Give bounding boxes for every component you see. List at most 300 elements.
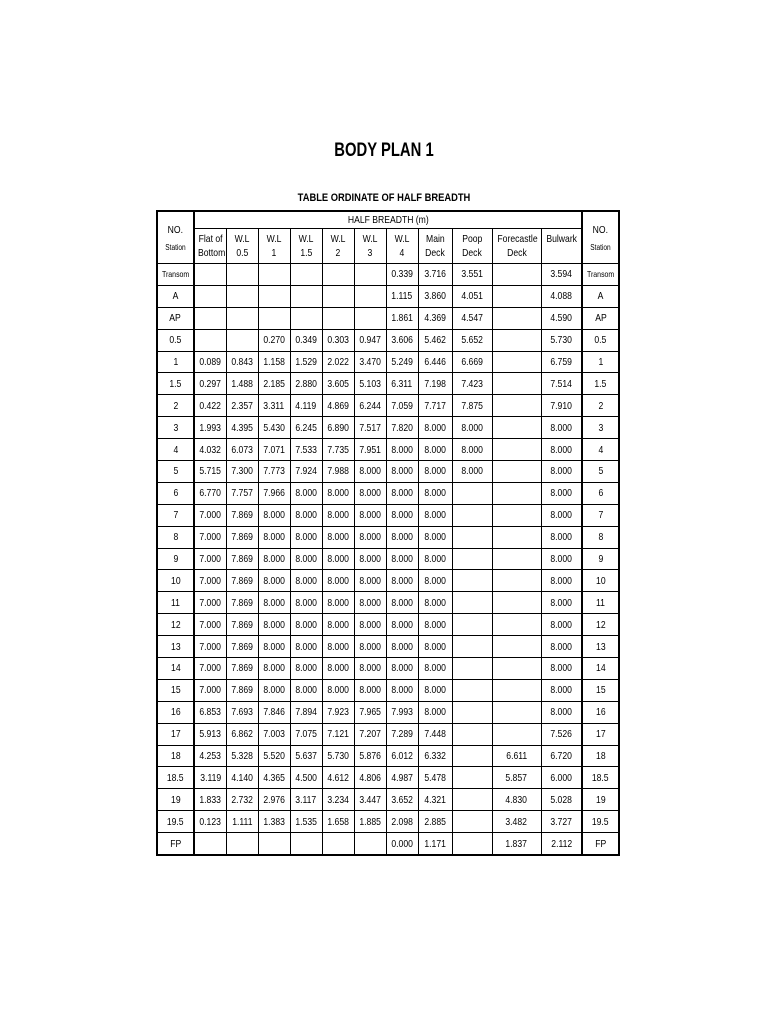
value-cell: 5.715 <box>194 461 226 483</box>
value-cell: 8.000 <box>418 658 452 680</box>
value-cell: 4.321 <box>418 789 452 811</box>
value-cell <box>492 461 541 483</box>
value-cell: 8.000 <box>258 679 290 701</box>
value-cell: 8.000 <box>290 548 322 570</box>
value-cell: 6.311 <box>386 373 418 395</box>
value-cell <box>226 833 258 855</box>
value-cell: 2.885 <box>418 811 452 833</box>
value-cell: 8.000 <box>541 461 582 483</box>
value-cell: 6.853 <box>194 701 226 723</box>
value-cell: 2.185 <box>258 373 290 395</box>
value-cell: 8.000 <box>290 526 322 548</box>
table-row <box>157 592 619 614</box>
value-cell <box>492 658 541 680</box>
value-cell: 7.869 <box>226 658 258 680</box>
station-cell: 1.5 <box>157 373 194 395</box>
table-row <box>157 658 619 680</box>
station-cell: 1.5 <box>582 373 619 395</box>
value-cell: 6.862 <box>226 723 258 745</box>
value-cell <box>492 395 541 417</box>
value-cell <box>194 307 226 329</box>
station-cell: 17 <box>582 723 619 745</box>
station-cell: 16 <box>582 701 619 723</box>
value-cell: 7.000 <box>194 636 226 658</box>
value-cell: 8.000 <box>322 592 354 614</box>
station-cell: 2 <box>157 395 194 417</box>
value-cell: 8.000 <box>541 592 582 614</box>
value-cell: 0.089 <box>194 351 226 373</box>
value-cell: 8.000 <box>418 482 452 504</box>
value-cell <box>492 373 541 395</box>
value-cell <box>290 285 322 307</box>
value-cell <box>452 504 492 526</box>
table-row <box>157 789 619 811</box>
value-cell: 8.000 <box>541 548 582 570</box>
value-cell: 7.869 <box>226 504 258 526</box>
value-cell: 7.121 <box>322 723 354 745</box>
value-cell: 7.198 <box>418 373 452 395</box>
station-cell: AP <box>582 307 619 329</box>
value-cell <box>322 307 354 329</box>
value-cell <box>492 504 541 526</box>
column-header: Flat of Bottom <box>194 229 226 264</box>
value-cell: 0.349 <box>290 329 322 351</box>
value-cell <box>492 351 541 373</box>
value-cell: 8.000 <box>322 679 354 701</box>
value-cell: 1.529 <box>290 351 322 373</box>
table-row <box>157 373 619 395</box>
value-cell: 8.000 <box>354 614 386 636</box>
value-cell: 8.000 <box>386 658 418 680</box>
station-cell: 14 <box>157 658 194 680</box>
station-cell: Transom <box>157 264 194 286</box>
value-cell: 3.470 <box>354 351 386 373</box>
value-cell: 7.869 <box>226 548 258 570</box>
value-cell: 8.000 <box>541 526 582 548</box>
station-cell: 18 <box>157 745 194 767</box>
value-cell: 8.000 <box>322 504 354 526</box>
value-cell: 4.869 <box>322 395 354 417</box>
table-row <box>157 395 619 417</box>
value-cell: 5.637 <box>290 745 322 767</box>
value-cell: 1.115 <box>386 285 418 307</box>
value-cell: 4.253 <box>194 745 226 767</box>
value-cell: 2.880 <box>290 373 322 395</box>
station-cell: 16 <box>157 701 194 723</box>
value-cell <box>452 789 492 811</box>
station-cell: 18 <box>582 745 619 767</box>
value-cell: 8.000 <box>386 482 418 504</box>
value-cell: 8.000 <box>418 504 452 526</box>
value-cell: 3.716 <box>418 264 452 286</box>
value-cell: 8.000 <box>290 658 322 680</box>
value-cell: 6.669 <box>452 351 492 373</box>
value-cell: 8.000 <box>322 658 354 680</box>
station-cell: 5 <box>582 461 619 483</box>
value-cell <box>492 679 541 701</box>
value-cell: 3.594 <box>541 264 582 286</box>
value-cell <box>492 570 541 592</box>
value-cell: 6.000 <box>541 767 582 789</box>
value-cell: 5.857 <box>492 767 541 789</box>
value-cell: 8.000 <box>386 439 418 461</box>
value-cell: 6.446 <box>418 351 452 373</box>
value-cell: 3.482 <box>492 811 541 833</box>
value-cell: 7.869 <box>226 679 258 701</box>
value-cell: 7.000 <box>194 614 226 636</box>
table-row <box>157 548 619 570</box>
value-cell: 7.846 <box>258 701 290 723</box>
value-cell: 1.833 <box>194 789 226 811</box>
value-cell: 7.000 <box>194 570 226 592</box>
value-cell: 5.652 <box>452 329 492 351</box>
value-cell: 3.727 <box>541 811 582 833</box>
value-cell: 6.245 <box>290 417 322 439</box>
value-cell: 3.652 <box>386 789 418 811</box>
value-cell: 2.022 <box>322 351 354 373</box>
value-cell: 4.590 <box>541 307 582 329</box>
value-cell: 4.806 <box>354 767 386 789</box>
value-cell <box>492 285 541 307</box>
value-cell: 8.000 <box>541 482 582 504</box>
value-cell: 7.000 <box>194 679 226 701</box>
value-cell: 5.730 <box>322 745 354 767</box>
value-cell: 7.924 <box>290 461 322 483</box>
table-row <box>157 723 619 745</box>
value-cell <box>452 811 492 833</box>
value-cell: 4.032 <box>194 439 226 461</box>
value-cell: 6.759 <box>541 351 582 373</box>
value-cell: 1.885 <box>354 811 386 833</box>
value-cell: 7.965 <box>354 701 386 723</box>
value-cell: 8.000 <box>541 679 582 701</box>
value-cell: 7.000 <box>194 592 226 614</box>
value-cell: 8.000 <box>354 504 386 526</box>
station-cell: 15 <box>157 679 194 701</box>
value-cell: 3.860 <box>418 285 452 307</box>
table-row <box>157 504 619 526</box>
value-cell: 5.028 <box>541 789 582 811</box>
value-cell <box>492 526 541 548</box>
value-cell: 8.000 <box>258 548 290 570</box>
table-row <box>157 526 619 548</box>
value-cell <box>452 723 492 745</box>
value-cell: 7.875 <box>452 395 492 417</box>
table-row <box>157 307 619 329</box>
column-header: Main Deck <box>418 229 452 264</box>
value-cell: 7.448 <box>418 723 452 745</box>
value-cell <box>452 592 492 614</box>
value-cell: 2.732 <box>226 789 258 811</box>
value-cell: 7.966 <box>258 482 290 504</box>
value-cell <box>354 285 386 307</box>
value-cell: 6.770 <box>194 482 226 504</box>
station-cell: A <box>582 285 619 307</box>
value-cell <box>354 264 386 286</box>
station-cell: 11 <box>157 592 194 614</box>
value-cell <box>452 658 492 680</box>
value-cell: 5.876 <box>354 745 386 767</box>
value-cell: 4.612 <box>322 767 354 789</box>
station-cell: 10 <box>582 570 619 592</box>
value-cell: 0.270 <box>258 329 290 351</box>
station-cell: 1 <box>157 351 194 373</box>
value-cell: 7.869 <box>226 570 258 592</box>
value-cell: 6.244 <box>354 395 386 417</box>
value-cell: 4.987 <box>386 767 418 789</box>
value-cell: 1.488 <box>226 373 258 395</box>
station-cell: 15 <box>582 679 619 701</box>
value-cell: 8.000 <box>290 636 322 658</box>
station-cell: 0.5 <box>157 329 194 351</box>
table-row <box>157 679 619 701</box>
value-cell: 8.000 <box>386 548 418 570</box>
value-cell: 0.422 <box>194 395 226 417</box>
value-cell: 8.000 <box>290 679 322 701</box>
column-header: W.L 2 <box>322 229 354 264</box>
value-cell: 5.249 <box>386 351 418 373</box>
value-cell: 3.311 <box>258 395 290 417</box>
value-cell: 8.000 <box>386 592 418 614</box>
station-cell: 4 <box>157 439 194 461</box>
value-cell: 8.000 <box>418 439 452 461</box>
value-cell: 3.551 <box>452 264 492 286</box>
table-row <box>157 351 619 373</box>
value-cell <box>354 307 386 329</box>
value-cell: 5.913 <box>194 723 226 745</box>
value-cell <box>452 679 492 701</box>
value-cell: 8.000 <box>386 570 418 592</box>
value-cell: 3.447 <box>354 789 386 811</box>
value-cell: 5.462 <box>418 329 452 351</box>
value-cell: 7.988 <box>322 461 354 483</box>
value-cell: 8.000 <box>258 570 290 592</box>
value-cell: 7.757 <box>226 482 258 504</box>
value-cell <box>452 526 492 548</box>
value-cell: 1.158 <box>258 351 290 373</box>
station-cell: 19.5 <box>157 811 194 833</box>
value-cell <box>290 307 322 329</box>
value-cell: 8.000 <box>354 461 386 483</box>
value-cell: 7.003 <box>258 723 290 745</box>
station-cell: 4 <box>582 439 619 461</box>
value-cell: 8.000 <box>386 461 418 483</box>
value-cell: 8.000 <box>354 658 386 680</box>
value-cell: 7.773 <box>258 461 290 483</box>
value-cell: 7.000 <box>194 548 226 570</box>
value-cell: 7.533 <box>290 439 322 461</box>
column-header: Poop Deck <box>452 229 492 264</box>
station-cell: FP <box>157 833 194 855</box>
value-cell: 8.000 <box>418 592 452 614</box>
value-cell: 4.830 <box>492 789 541 811</box>
half-breadth-header: HALF BREADTH (m) <box>194 211 582 229</box>
value-cell: 4.088 <box>541 285 582 307</box>
value-cell: 7.423 <box>452 373 492 395</box>
value-cell <box>226 307 258 329</box>
value-cell: 5.478 <box>418 767 452 789</box>
value-cell: 8.000 <box>322 614 354 636</box>
value-cell <box>322 264 354 286</box>
table-caption: TABLE ORDINATE OF HALF BREADTH <box>297 192 471 204</box>
value-cell: 8.000 <box>452 439 492 461</box>
value-cell: 4.547 <box>452 307 492 329</box>
value-cell <box>194 329 226 351</box>
table-row <box>157 439 619 461</box>
value-cell <box>492 592 541 614</box>
no-header-left: NO. Station <box>157 211 194 264</box>
value-cell: 4.051 <box>452 285 492 307</box>
value-cell: 8.000 <box>386 614 418 636</box>
value-cell: 4.119 <box>290 395 322 417</box>
value-cell: 8.000 <box>541 636 582 658</box>
station-cell: 7 <box>157 504 194 526</box>
value-cell: 7.869 <box>226 636 258 658</box>
table-row <box>157 833 619 855</box>
value-cell: 5.730 <box>541 329 582 351</box>
value-cell: 8.000 <box>418 570 452 592</box>
value-cell: 8.000 <box>258 658 290 680</box>
value-cell: 8.000 <box>541 439 582 461</box>
station-cell: 8 <box>582 526 619 548</box>
station-cell: 19 <box>157 789 194 811</box>
value-cell: 8.000 <box>418 679 452 701</box>
value-cell: 7.894 <box>290 701 322 723</box>
value-cell: 8.000 <box>290 614 322 636</box>
value-cell: 7.071 <box>258 439 290 461</box>
value-cell: 7.735 <box>322 439 354 461</box>
value-cell: 1.383 <box>258 811 290 833</box>
value-cell: 7.820 <box>386 417 418 439</box>
value-cell: 8.000 <box>354 570 386 592</box>
value-cell: 8.000 <box>541 701 582 723</box>
column-header: Bulwark <box>541 229 582 264</box>
value-cell <box>492 482 541 504</box>
value-cell <box>290 264 322 286</box>
value-cell: 4.500 <box>290 767 322 789</box>
value-cell: 7.717 <box>418 395 452 417</box>
value-cell: 7.869 <box>226 592 258 614</box>
value-cell: 8.000 <box>541 570 582 592</box>
table-row <box>157 767 619 789</box>
value-cell: 8.000 <box>541 658 582 680</box>
station-cell: 0.5 <box>582 329 619 351</box>
value-cell <box>492 307 541 329</box>
station-cell: 19 <box>582 789 619 811</box>
value-cell: 1.861 <box>386 307 418 329</box>
value-cell: 3.606 <box>386 329 418 351</box>
value-cell: 6.073 <box>226 439 258 461</box>
half-breadth-table <box>156 210 620 856</box>
value-cell: 8.000 <box>418 636 452 658</box>
value-cell <box>258 833 290 855</box>
station-cell: 5 <box>157 461 194 483</box>
value-cell: 8.000 <box>418 526 452 548</box>
value-cell: 7.923 <box>322 701 354 723</box>
value-cell: 8.000 <box>418 701 452 723</box>
value-cell <box>452 701 492 723</box>
value-cell: 1.111 <box>226 811 258 833</box>
value-cell: 8.000 <box>258 526 290 548</box>
value-cell <box>354 833 386 855</box>
value-cell <box>452 548 492 570</box>
value-cell: 6.611 <box>492 745 541 767</box>
value-cell: 5.430 <box>258 417 290 439</box>
station-cell: Transom <box>582 264 619 286</box>
value-cell: 4.365 <box>258 767 290 789</box>
value-cell: 8.000 <box>322 526 354 548</box>
station-cell: 18.5 <box>157 767 194 789</box>
value-cell: 0.339 <box>386 264 418 286</box>
value-cell: 8.000 <box>354 526 386 548</box>
value-cell: 6.012 <box>386 745 418 767</box>
value-cell: 0.303 <box>322 329 354 351</box>
value-cell: 8.000 <box>452 461 492 483</box>
column-header: W.L 3 <box>354 229 386 264</box>
value-cell: 1.993 <box>194 417 226 439</box>
value-cell: 2.976 <box>258 789 290 811</box>
value-cell: 3.234 <box>322 789 354 811</box>
value-cell: 0.123 <box>194 811 226 833</box>
table-row <box>157 482 619 504</box>
value-cell <box>492 548 541 570</box>
station-cell: 2 <box>582 395 619 417</box>
value-cell <box>452 833 492 855</box>
value-cell <box>194 285 226 307</box>
value-cell <box>194 833 226 855</box>
value-cell: 1.171 <box>418 833 452 855</box>
station-cell: 6 <box>157 482 194 504</box>
value-cell: 1.535 <box>290 811 322 833</box>
page-title: BODY PLAN 1 <box>334 140 434 161</box>
table-row <box>157 285 619 307</box>
value-cell: 6.720 <box>541 745 582 767</box>
value-cell: 4.140 <box>226 767 258 789</box>
value-cell: 8.000 <box>322 482 354 504</box>
value-cell: 8.000 <box>258 636 290 658</box>
value-cell: 7.207 <box>354 723 386 745</box>
station-cell: 19.5 <box>582 811 619 833</box>
station-cell: AP <box>157 307 194 329</box>
value-cell: 8.000 <box>322 570 354 592</box>
value-cell <box>452 570 492 592</box>
value-cell <box>226 329 258 351</box>
value-cell: 4.369 <box>418 307 452 329</box>
table-row <box>157 811 619 833</box>
station-cell: 14 <box>582 658 619 680</box>
value-cell: 8.000 <box>418 461 452 483</box>
table-row <box>157 701 619 723</box>
station-cell: 3 <box>582 417 619 439</box>
value-cell <box>492 636 541 658</box>
value-cell <box>492 614 541 636</box>
value-cell: 1.658 <box>322 811 354 833</box>
value-cell: 8.000 <box>386 504 418 526</box>
value-cell: 7.526 <box>541 723 582 745</box>
value-cell: 8.000 <box>354 592 386 614</box>
station-cell: 12 <box>157 614 194 636</box>
value-cell: 7.517 <box>354 417 386 439</box>
column-header: W.L 0.5 <box>226 229 258 264</box>
value-cell: 8.000 <box>322 636 354 658</box>
column-header: Forecastle Deck <box>492 229 541 264</box>
station-cell: 6 <box>582 482 619 504</box>
value-cell: 0.843 <box>226 351 258 373</box>
value-cell: 8.000 <box>452 417 492 439</box>
value-cell: 8.000 <box>354 636 386 658</box>
value-cell: 5.103 <box>354 373 386 395</box>
value-cell: 8.000 <box>290 482 322 504</box>
